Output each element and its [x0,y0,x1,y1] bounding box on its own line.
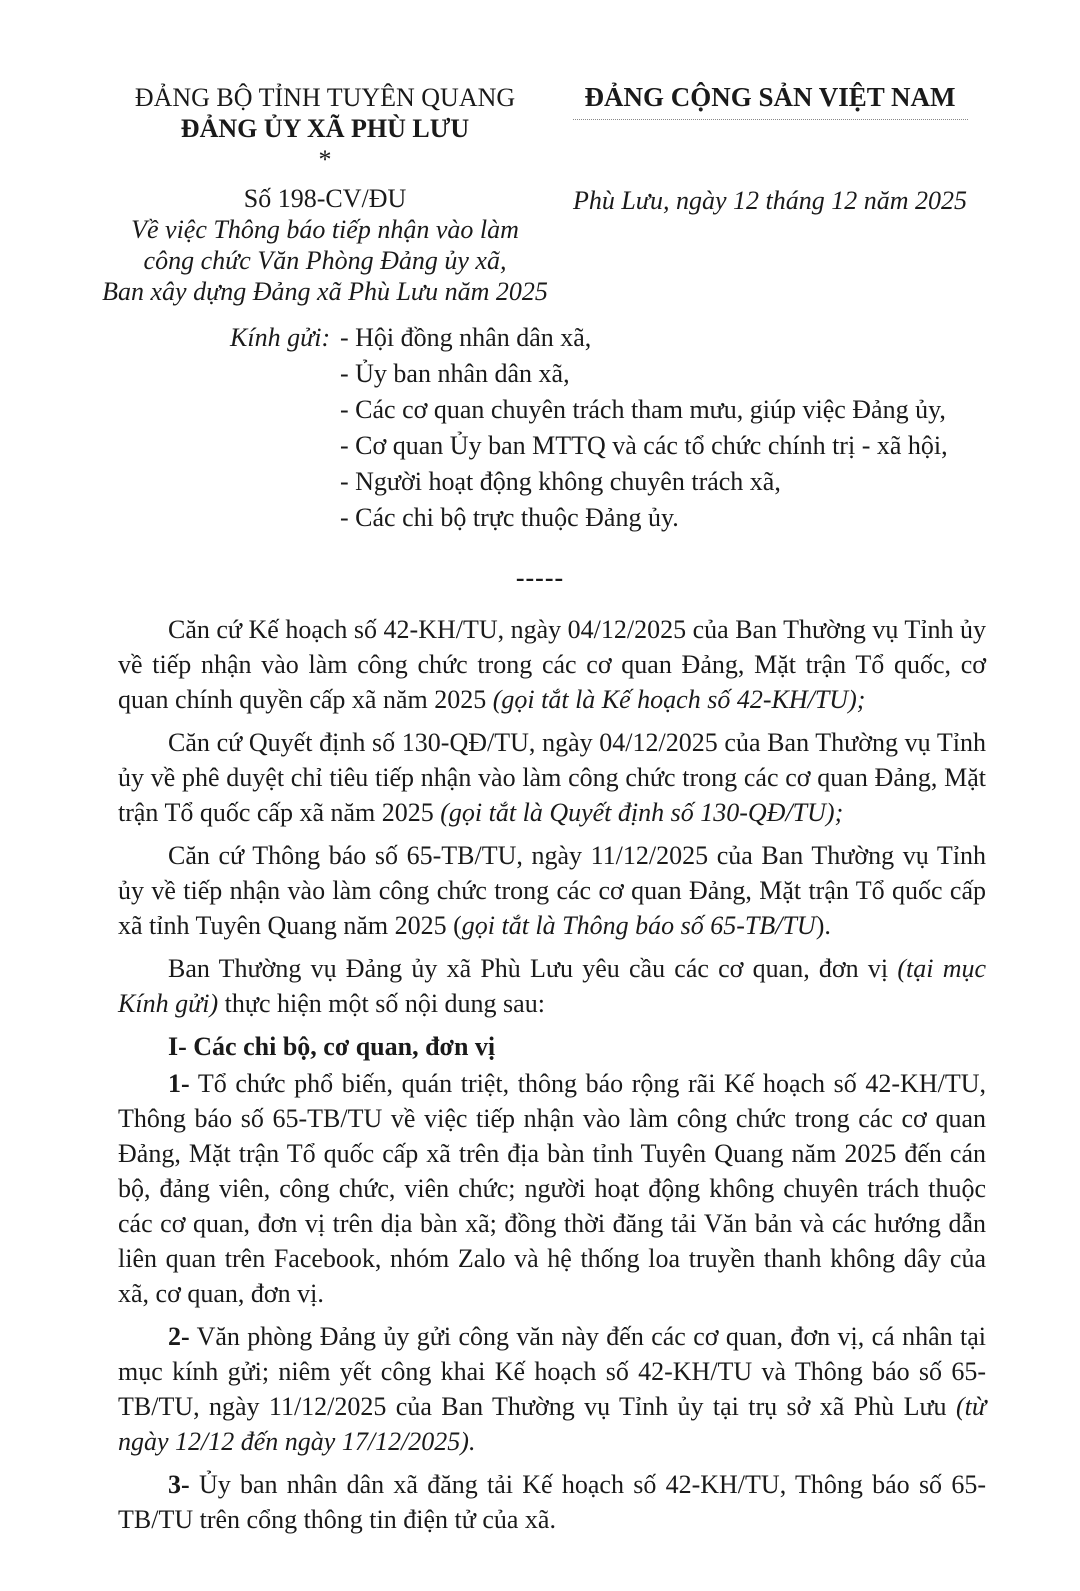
body-paragraph [118,1467,986,1537]
body-paragraph [118,725,986,830]
recipients-block [230,320,948,536]
text-run: Ủy ban nhân dân xã đăng tải Kế hoạch số 42-KH/TU, Thông báo số 65-TB/TU trên cổng thông tin điện tử của xã. [118,1470,986,1534]
subject-line: Ban xây dựng Đảng xã Phù Lưu năm 2025 [102,277,548,306]
text-run: I- Các chi bộ, cơ quan, đơn vị [168,1032,496,1061]
recipient-item: - Ủy ban nhân dân xã, [340,359,570,388]
separator: ----- [515,563,565,592]
subject-line: công chức Văn Phòng Đảng ủy xã, [143,246,507,275]
party-committee-province: ĐẢNG BỘ TỈNH TUYÊN QUANG [134,83,516,112]
recipient-item: - Các chi bộ trực thuộc Đảng ủy. [340,503,679,532]
item-number: 1- [168,1069,190,1098]
text-run: Ban Thường vụ Đảng ủy xã Phù Lưu yêu cầu các cơ quan, đơn vị [168,954,898,983]
text-run: thực hiện một số nội dung sau: [218,989,545,1018]
body-paragraph [118,951,986,1021]
body-paragraph [118,1066,986,1311]
recipient-item: - Hội đồng nhân dân xã, [340,323,592,352]
text-run: Căn cứ Thông báo số 65-TB/TU, ngày 11/12/2025 của Ban Thường vụ Tỉnh ủy về tiếp nhận vào làm công chức trong các cơ quan Đảng, Mặt trận Tổ quốc cấp xã tỉnh Tuyên Quang năm 2025 ( [118,841,986,940]
recipient-item: - Cơ quan Ủy ban MTTQ và các tổ chức chính trị - xã hội, [340,431,948,460]
text-run: Căn cứ Quyết định số 130-QĐ/TU, ngày 04/12/2025 của Ban Thường vụ Tỉnh ủy về phê duyệt chỉ tiêu tiếp nhận vào làm công chức trong các cơ quan Đảng, Mặt trận Tổ quốc cấp xã năm 2025 [118,728,986,827]
body-paragraph [118,1319,986,1459]
document-number: Số 198-CV/ĐU [243,184,407,213]
national-heading-block [555,82,985,120]
text-run: ). [815,911,831,940]
section-heading [118,1029,986,1064]
text-run: gọi tắt là Thông báo số 65-TB/TU [461,911,816,940]
heading-underline [573,119,968,120]
item-number: 2- [168,1322,190,1351]
text-run: (từ ngày 12/12 đến ngày 17/12/2025). [118,1392,986,1456]
star-mark: * [318,145,332,174]
recipient-item: - Người hoạt động không chuyên trách xã, [340,467,781,496]
subject-line: Về việc Thông báo tiếp nhận vào làm [131,215,519,244]
text-run: Tổ chức phổ biến, quán triệt, thông báo rộng rãi Kế hoạch số 42-KH/TU, Thông báo số 65-TB/TU về việc tiếp nhận vào làm công chức trong các cơ quan Đảng, Mặt trận Tổ quốc cấp xã trên địa bàn tỉnh Tuyên Quang năm 2025 đến cán bộ, đảng viên, công chức, viên chức; người hoạt động không chuyên trách thuộc các cơ quan, đơn vị trên dịa bàn xã; đồng thời đăng tải Văn bản và các hướng dẫn liên quan trên Facebook, nhóm Zalo và hệ thống loa truyền thanh không dây của xã, cơ quan, đơn vị. [118,1069,986,1308]
text-run: Văn phòng Đảng ủy gửi công văn này đến các cơ quan, đơn vị, cá nhân tại mục kính gửi; niêm yết công khai Kế hoạch số 42-KH/TU và Thông báo số 65-TB/TU, ngày 11/12/2025 của Ban Thường vụ Tỉnh ủy tại trụ sở xã Phù Lưu [118,1322,986,1421]
text-run: (tại mục Kính gửi) [118,954,987,1018]
item-number: 3- [168,1470,190,1499]
recipient-item: - Các cơ quan chuyên trách tham mưu, giúp việc Đảng ủy, [340,395,946,424]
text-run: (gọi tắt là Quyết định số 130-QĐ/TU); [440,798,844,827]
text-run: (gọi tắt là Kế hoạch số 42-KH/TU); [492,685,866,714]
party-committee-commune: ĐẢNG ỦY XÃ PHÙ LƯU [180,114,470,143]
body-paragraph [118,612,986,717]
recipients-label: Kính gửi: [230,323,331,352]
text-run: Căn cứ Kế hoạch số 42-KH/TU, ngày 04/12/2025 của Ban Thường vụ Tỉnh ủy về tiếp nhận vào làm công chức trong các cơ quan Đảng, Mặt trận Tổ quốc, cơ quan chính quyền cấp xã năm 2025 [118,615,986,714]
body-paragraph [118,838,986,943]
national-heading: ĐẢNG CỘNG SẢN VIỆT NAM [584,82,956,112]
issuing-authority-block [100,82,550,307]
document-body [118,612,986,1545]
place-date: Phù Lưu, ngày 12 tháng 12 năm 2025 [572,186,968,215]
